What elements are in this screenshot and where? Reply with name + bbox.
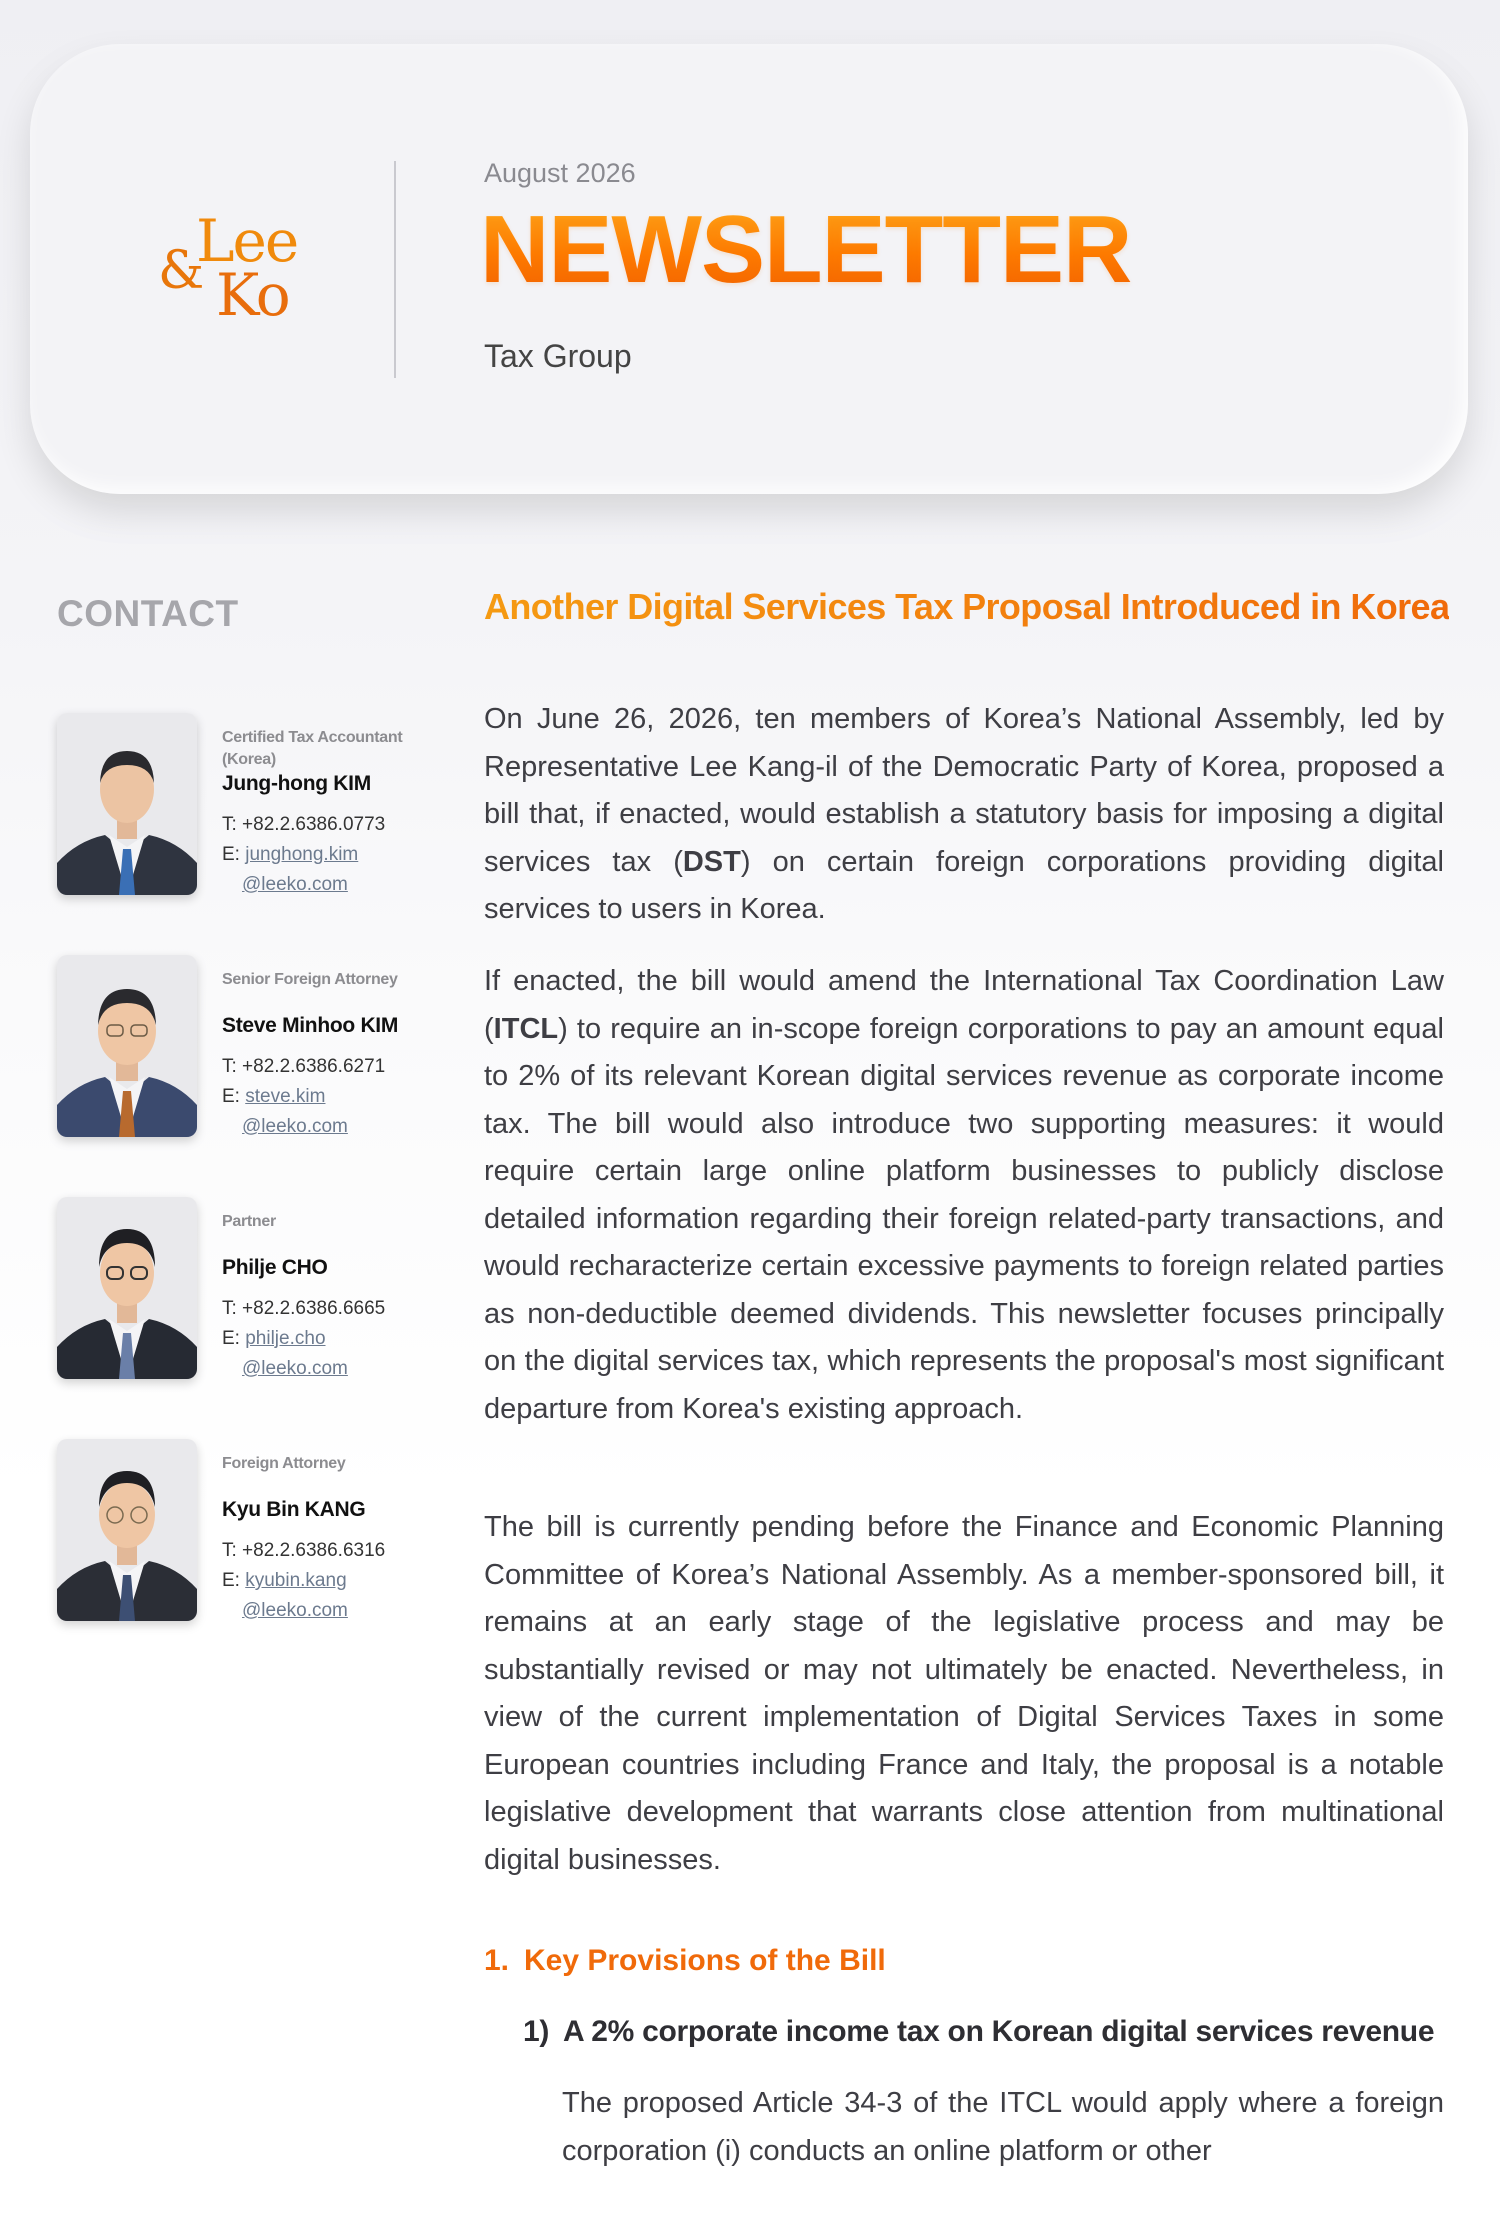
person-name: Philje CHO [222,1256,328,1279]
email-prefix: E: [222,1086,246,1107]
email-prefix: E: [222,1570,246,1591]
group-name: Tax Group [484,338,632,374]
subsection-heading [523,2015,1434,2049]
email-link[interactable]: junghong.kim [245,844,359,865]
subsection-number: 1) [523,2015,550,2048]
person-email [222,1570,347,1592]
person-phone: T: +82.2.6386.6665 [222,1298,386,1319]
contact-heading: CONTACT [57,593,239,634]
email-domain-link[interactable]: @leeko.com [242,1116,348,1137]
paragraph-provision: The proposed Article 34-3 of the ITCL would apply where a foreign corporation (i) conducts an online platform or other [562,2087,1444,2167]
header-divider [394,161,396,378]
email-link[interactable]: philje.cho [245,1328,326,1349]
portrait-icon [57,1439,197,1621]
person-phone: T: +82.2.6386.6316 [222,1540,386,1561]
paragraph-amendment [484,958,1444,1433]
subsection-title: A 2% corporate income tax on Korean digital services revenue [563,2015,1435,2048]
text-run: ) on certain foreign corporations providing digital services to users in Korea. [484,845,1444,925]
person-title: Partner [222,1213,276,1230]
person-phone: T: +82.2.6386.0773 [222,814,386,835]
email-prefix: E: [222,844,246,865]
lee-ko-logo [158,205,318,329]
person-photo [57,1197,197,1379]
email-domain-link[interactable]: @leeko.com [242,1600,348,1621]
person-phone: T: +82.2.6386.6271 [222,1056,386,1077]
contact-card [57,1439,427,1629]
term-dst: DST [682,845,741,878]
email-link[interactable]: kyubin.kang [245,1570,347,1591]
person-title: Senior Foreign Attorney [222,971,398,988]
email-link[interactable]: steve.kim [245,1086,326,1107]
contact-card [57,1197,427,1387]
section-title: Key Provisions of the Bill [524,1944,886,1977]
person-name: Kyu Bin KANG [222,1498,366,1521]
person-title: Foreign Attorney [222,1455,346,1472]
paragraph-status: The bill is currently pending before the Finance and Economic Planning Committee of Korea’s National Assembly. As a member-sponsored bill, it remains at an early stage of the legislative process and may be substantially revised or may not ultimately be enacted. Nevertheless, in view of the current implementation of Digital Services Taxes in some European countries including France and Italy, the proposal is a notable legislative development that warrants close attention from multinational digital businesses. [484,1511,1444,1876]
person-email [222,1086,325,1108]
issue-date: August 2026 [484,158,636,188]
person-email [222,844,358,866]
logo-ampersand: & [158,241,205,301]
text-run: If enacted, the bill would amend the International Tax Coordination Law ( [484,965,1444,1045]
article-title: Another Digital Services Tax Proposal Introduced in Korea [484,586,1450,627]
section-heading [484,1944,886,1978]
section-number: 1. [484,1944,510,1977]
logo-lee: Lee [196,207,298,275]
email-prefix: E: [222,1328,246,1349]
person-name: Steve Minhoo KIM [222,1014,399,1037]
contact-card [57,955,427,1145]
person-name: Jung-hong KIM [222,772,371,795]
term-itcl: ITCL [493,1012,559,1045]
paragraph-intro [484,696,1444,934]
portrait-icon [57,1197,197,1379]
person-photo [57,955,197,1137]
contact-card [57,713,427,903]
person-title: Certified Tax Accountant (Korea) [222,729,403,768]
logo-ko: Ko [216,261,289,329]
person-photo [57,713,197,895]
person-email [222,1328,326,1350]
email-domain-link[interactable]: @leeko.com [242,874,348,895]
portrait-icon [57,955,197,1137]
newsletter-title: NEWSLETTER [480,196,1132,303]
text-run: On June 26, 2026, ten members of Korea’s National Assembly, led by Representative Lee Kang-il of the Democratic Party of Korea, proposed a bill that, if enacted, would establish a statutory basis for imposing a digital services tax ( [484,703,1444,878]
person-photo [57,1439,197,1621]
email-domain-link[interactable]: @leeko.com [242,1358,348,1379]
text-run: ) to require an in-scope foreign corporations to pay an amount equal to 2% of its relevant Korean digital services revenue as corporate income tax. The bill would also introduce two supporting measures: it would require certain large online platform businesses to publicly disclose detailed information regarding their foreign related-party transactions, and would recharacterize certain excessive payments to foreign related parties as non-deductible deemed dividends. This newsletter focuses principally on the digital services tax, which represents the proposal's most significant departure from Korea's existing approach. [484,1012,1444,1425]
portrait-icon [57,713,197,895]
